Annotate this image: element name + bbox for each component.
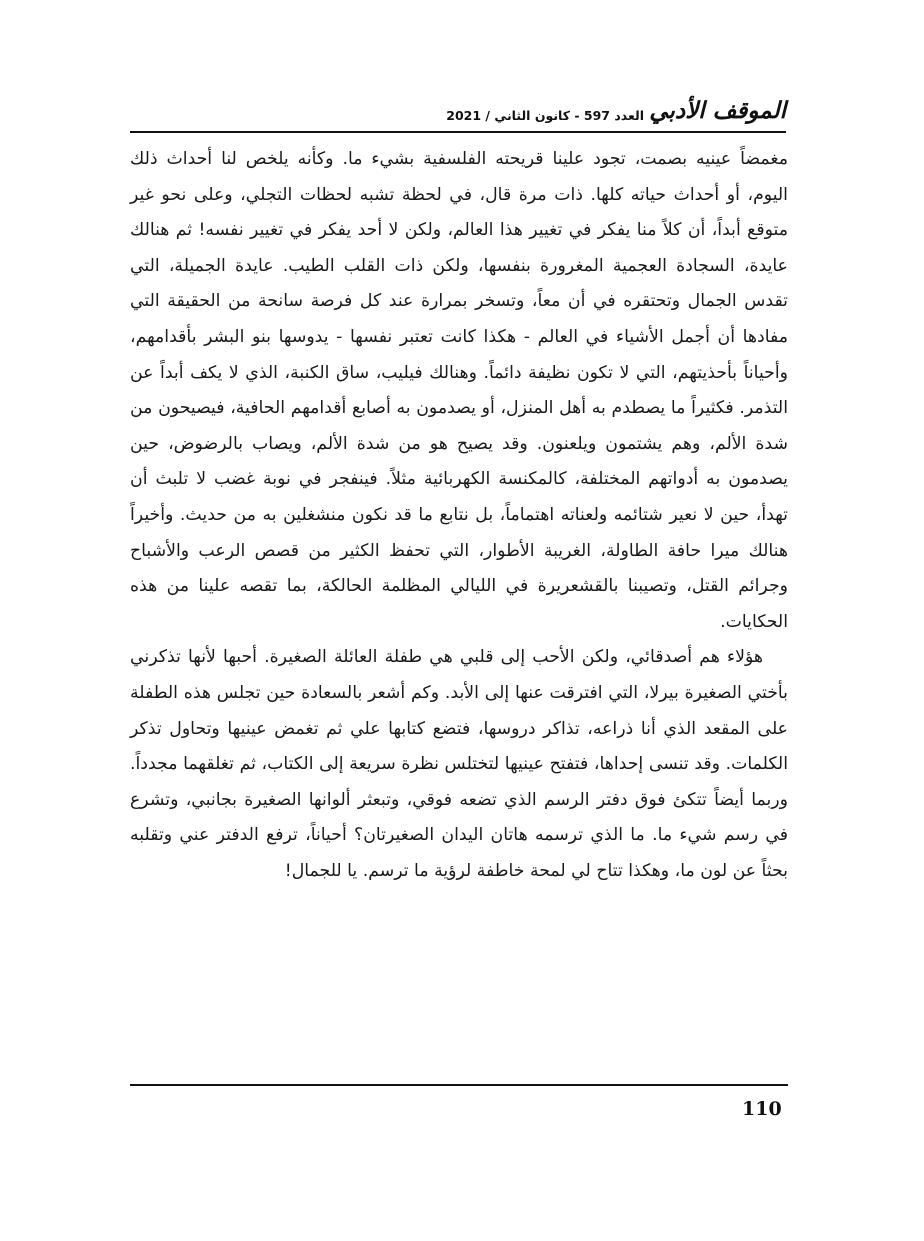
footer-divider — [130, 1084, 788, 1086]
article-body — [130, 142, 788, 889]
header-divider — [130, 131, 786, 133]
body-paragraph-2: هؤلاء هم أصدقائي، ولكن الأحب إلى قلبي هي طفلة العائلة الصغيرة. أحبها لأنها تذكرني بأختي الصغيرة بيرلا، التي افترقت عنها إلى الأبد. وكم أشعر بالسعادة حين تجلس هذه الطفلة على المقعد الذي أنا ذراعه، تذاكر دروسها، فتضع كتابها علي ثم تغمض عينيها وتحاول تذكر الكلمات. وقد تنسى إحداها، فتفتح عينيها لتختلس نظرة سريعة إلى الكتاب، ثم تغلقهما مجدداً. وربما أيضاً تتكئ فوق دفتر الرسم الذي تضعه فوقي، وتبعثر ألوانها الصغيرة بجانبي، وتشرع في رسم شيء ما. ما الذي ترسمه هاتان اليدان الصغيرتان؟ أحياناً، ترفع الدفتر عني وتقلبه بحثاً عن لون ما، وهكذا تتاح لي لمحة خاطفة لرؤية ما ترسم. يا للجمال! — [130, 647, 788, 881]
magazine-title-logo: الموقف الأدبي — [649, 97, 786, 124]
issue-info: العدد 597 - كانون الثاني / 2021 — [446, 108, 644, 123]
body-paragraph-1: مغمضاً عينيه بصمت، تجود علينا قريحته الفلسفية بشيء ما. وكأنه يلخص لنا أحداث ذلك اليوم، أو أحداث حياته كلها. ذات مرة قال، في لحظة تشبه لحظات التجلي، وعلى نحو غير متوقع أبداً، أن كلاً منا يفكر في تغيير هذا العالم، ولكن لا أحد يفكر في تغيير نفسه! ثم هنالك عايدة، السجادة العجمية المغرورة بنفسها، ولكن ذات القلب الطيب. عايدة الجميلة، التي تقدس الجمال وتحتقره في أن معاً، وتسخر بمرارة عند كل فرصة سانحة من الحقيقة التي مفادها أن أجمل الأشياء في العالم - هكذا كانت تعتبر نفسها - يدوسها بنو البشر بأقدامهم، وأحياناً بأحذيتهم، التي لا تكون نظيفة دائماً. وهنالك فيليب، ساق الكنبة، الذي لا يكف أبداً عن التذمر. فكثيراً ما يصطدم به أهل المنزل، أو يصدمون به أصابع أقدامهم الحافية، فيصيحون من شدة الألم، وهم يشتمون ويلعنون. وقد يصيح هو من شدة الألم، ويصاب بالرضوض، حين يصدمون به أدواتهم المختلفة، كالمكنسة الكهربائية مثلاً. فينفجر في نوبة غضب لا تلبث أن تهدأ، حين لا نعير شتائمه ولعناته اهتماماً، بل نتابع ما قد نكون منشغلين به من حديث. وأخيراً هنالك ميرا حافة الطاولة، الغريبة الأطوار، التي تحفظ الكثير من قصص الرعب والأشباح وجرائم القتل، وتصيبنا بالقشعريرة في الليالي المظلمة الحالكة، بما تقصه علينا من هذه الحكايات. — [130, 149, 788, 632]
running-header — [130, 95, 786, 131]
page-number: 110 — [742, 1098, 782, 1120]
